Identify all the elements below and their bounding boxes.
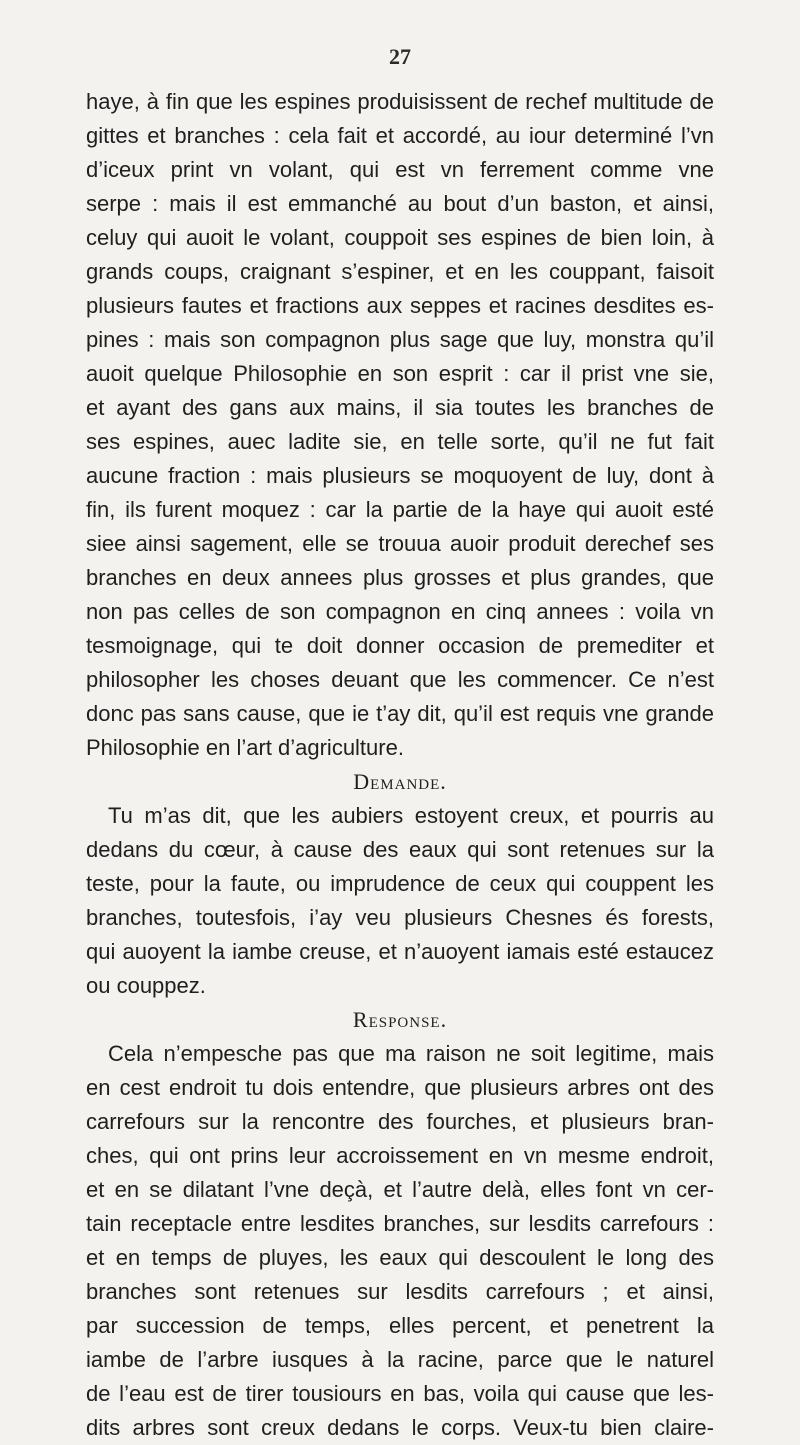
text-line: d’iceux print vn volant, qui est vn ferrement comme vne bbox=[86, 157, 714, 182]
text-line: dedans du cœur, à cause des eaux qui sont retenues sur la bbox=[86, 837, 714, 862]
text-line: de l’eau est de tirer tousiours en bas, voila qui cause que les- bbox=[86, 1381, 714, 1406]
section-heading-demande: Demande. bbox=[353, 769, 447, 794]
text-line: en cest endroit tu dois entendre, que plusieurs arbres ont des bbox=[86, 1075, 714, 1100]
text-line: ches, qui ont prins leur accroissement en vn mesme endroit, bbox=[86, 1143, 714, 1168]
text-line: teste, pour la faute, ou imprudence de ceux qui couppent les bbox=[86, 871, 714, 896]
text-line: celuy qui auoit le volant, couppoit ses espines de bien loin, à bbox=[86, 225, 714, 250]
text-line: branches en deux annees plus grosses et plus grandes, que bbox=[86, 565, 714, 590]
text-line: et en temps de pluyes, les eaux qui descoulent le long des bbox=[86, 1245, 714, 1270]
text-line: par succession de temps, elles percent, et penetrent la bbox=[86, 1313, 714, 1338]
text-line: haye, à fin que les espines produisissent de rechef multitude de bbox=[86, 89, 714, 114]
text-line: gittes et branches : cela fait et accordé, au iour determiné l’vn bbox=[86, 123, 714, 148]
text-line: et ayant des gans aux mains, il sia toutes les branches de bbox=[86, 395, 714, 420]
text-line: ou couppez. bbox=[86, 973, 206, 998]
text-line: carrefours sur la rencontre des fourches, et plusieurs bran- bbox=[86, 1109, 714, 1134]
text-line: tesmoignage, qui te doit donner occasion de premediter et bbox=[86, 633, 714, 658]
text-line: donc pas sans cause, que ie t’ay dit, qu’il est requis vne grande bbox=[86, 701, 714, 726]
text-line: tain receptacle entre lesdites branches, sur lesdits carrefours : bbox=[86, 1211, 714, 1236]
text-line: et en se dilatant l’vne deçà, et l’autre delà, elles font vn cer- bbox=[86, 1177, 714, 1202]
page-number: 27 bbox=[389, 44, 411, 69]
text-line: branches, toutesfois, i’ay veu plusieurs Chesnes és forests, bbox=[86, 905, 714, 930]
text-line: Philosophie en l’art d’agriculture. bbox=[86, 735, 404, 760]
text-line: pines : mais son compagnon plus sage que luy, monstra qu’il bbox=[86, 327, 714, 352]
text-line: fin, ils furent moquez : car la partie de la haye qui auoit esté bbox=[86, 497, 714, 522]
text-line: siee ainsi sagement, elle se trouua auoir produit derechef ses bbox=[86, 531, 714, 556]
text-line: branches sont retenues sur lesdits carrefours ; et ainsi, bbox=[86, 1279, 714, 1304]
text-line: plusieurs fautes et fractions aux seppes et racines desdites es- bbox=[86, 293, 714, 318]
text-line: dits arbres sont creux dedans le corps. Veux-tu bien claire- bbox=[86, 1415, 714, 1440]
text-line: ses espines, auec ladite sie, en telle sorte, qu’il ne fut fait bbox=[86, 429, 714, 454]
text-line: auoit quelque Philosophie en son esprit : car il prist vne sie, bbox=[86, 361, 714, 386]
text-line: Cela n’empesche pas que ma raison ne soit legitime, mais bbox=[108, 1041, 714, 1066]
text-line: grands coups, craignant s’espiner, et en les couppant, faisoit bbox=[86, 259, 714, 284]
text-line: iambe de l’arbre iusques à la racine, parce que le naturel bbox=[86, 1347, 714, 1372]
section-heading-response: Response. bbox=[352, 1007, 448, 1032]
text-line: philosopher les choses deuant que les commencer. Ce n’est bbox=[86, 667, 714, 692]
text-line: serpe : mais il est emmanché au bout d’un baston, et ainsi, bbox=[86, 191, 714, 216]
text-line: Tu m’as dit, que les aubiers estoyent creux, et pourris au bbox=[108, 803, 714, 828]
text-line: non pas celles de son compagnon en cinq annees : voila vn bbox=[86, 599, 714, 624]
text-line: qui auoyent la iambe creuse, et n’auoyent iamais esté estaucez bbox=[86, 939, 714, 964]
page-text bbox=[86, 85, 714, 1445]
text-line: aucune fraction : mais plusieurs se moquoyent de luy, dont à bbox=[86, 463, 714, 488]
